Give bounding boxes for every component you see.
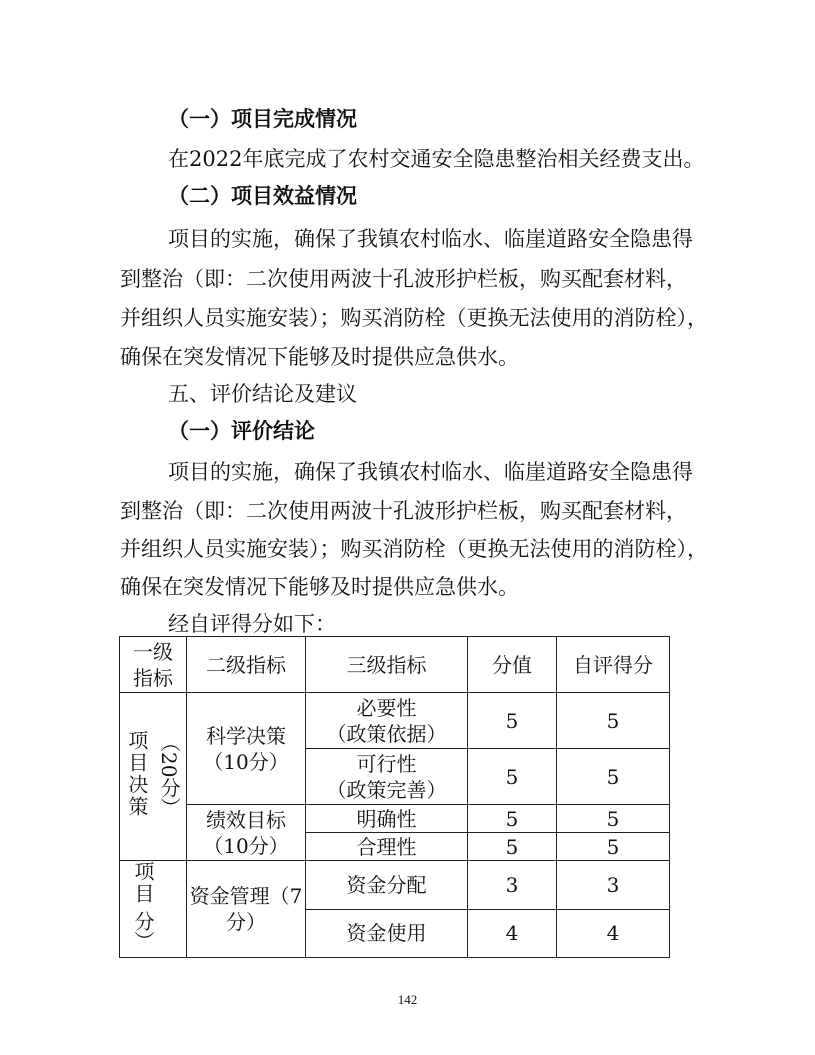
table-header-row	[120, 637, 670, 693]
cell-score: 5	[557, 805, 670, 833]
paragraph-conclusion-line-4: 确保在突发情况下能够及时提供应急供水。	[120, 575, 519, 599]
group-project-decision-sub: （20分）	[157, 732, 182, 818]
group-project-process-sub: 分）	[131, 911, 155, 951]
score-table	[119, 636, 670, 958]
cell-fund-allocation: 资金分配	[306, 861, 468, 910]
cell-score: 4	[557, 909, 670, 958]
paragraph-benefit-line-2: 到整治（即：二次使用两波十孔波形护栏板，购买配套材料，	[120, 267, 687, 291]
table-row	[120, 693, 670, 749]
cell-score: 3	[557, 861, 670, 910]
paragraph-benefit-line-4: 确保在突发情况下能够及时提供应急供水。	[120, 345, 519, 369]
header-level1	[120, 637, 187, 693]
table-row	[120, 861, 670, 910]
cell-scientific-decision-line2: （10分）	[203, 749, 289, 774]
paragraph-conclusion-line-2: 到整治（即：二次使用两波十孔波形护栏板，购买配套材料，	[120, 499, 687, 523]
cell-performance-goal-line2: （10分）	[203, 833, 289, 858]
cell-feasibility-line1: 可行性	[356, 751, 417, 776]
cell-value: 3	[468, 861, 557, 910]
cell-performance-goal-line1: 绩效目标	[206, 807, 286, 832]
cell-scientific-decision-line1: 科学决策	[206, 723, 286, 748]
cell-necessity	[306, 693, 468, 749]
heading-project-benefit: （二）项目效益情况	[168, 184, 357, 208]
cell-value: 5	[468, 693, 557, 749]
group-project-decision-label: 项目决策	[124, 729, 149, 818]
cell-scientific-decision	[187, 693, 306, 805]
header-level3: 三级指标	[306, 637, 468, 693]
cell-score: 5	[557, 749, 670, 805]
score-intro: 经自评得分如下：	[168, 612, 336, 636]
header-level1-line1: 一级	[133, 639, 173, 664]
paragraph-benefit-line-3: 并组织人员实施安装）；购买消防栓（更换无法使用的消防栓），	[120, 306, 708, 330]
paragraph-completion: 在2022年底完成了农村交通安全隐患整治相关经费支出。	[168, 147, 705, 171]
group-project-process	[120, 861, 187, 958]
heading-evaluation-conclusion-section: 五、评价结论及建议	[168, 382, 357, 406]
cell-value: 5	[468, 833, 557, 861]
cell-score: 5	[557, 693, 670, 749]
cell-score: 5	[557, 833, 670, 861]
paragraph-conclusion-line-1: 项目的实施，确保了我镇农村临水、临崖道路安全隐患得	[168, 460, 693, 484]
cell-performance-goal	[187, 805, 306, 861]
cell-fund-management	[187, 861, 306, 958]
header-value: 分值	[468, 637, 557, 693]
paragraph-benefit-line-1: 项目的实施，确保了我镇农村临水、临崖道路安全隐患得	[168, 227, 693, 251]
page-number: 142	[397, 992, 418, 1007]
header-self-score: 自评得分	[557, 637, 670, 693]
cell-necessity-line2: （政策依据）	[326, 721, 447, 746]
group-project-decision	[120, 693, 187, 861]
cell-clarity: 明确性	[306, 805, 468, 833]
cell-value: 5	[468, 749, 557, 805]
cell-rationality: 合理性	[306, 833, 468, 861]
group-project-process-label: 项目	[131, 861, 155, 905]
cell-fund-usage: 资金使用	[306, 909, 468, 958]
heading-evaluation-conclusion: （一）评价结论	[168, 419, 315, 443]
cell-value: 4	[468, 909, 557, 958]
table-row	[120, 805, 670, 833]
cell-value: 5	[468, 805, 557, 833]
cell-fund-management-line1: 资金管理（7	[189, 884, 303, 908]
paragraph-conclusion-line-3: 并组织人员实施安装）；购买消防栓（更换无法使用的消防栓），	[120, 537, 708, 561]
header-level2: 二级指标	[187, 637, 306, 693]
cell-fund-management-line2: 分）	[226, 910, 266, 934]
cell-necessity-line1: 必要性	[356, 695, 417, 720]
header-level1-line2: 指标	[133, 665, 173, 690]
cell-feasibility-line2: （政策完善）	[326, 777, 447, 802]
heading-project-completion: （一）项目完成情况	[168, 107, 357, 131]
cell-feasibility	[306, 749, 468, 805]
